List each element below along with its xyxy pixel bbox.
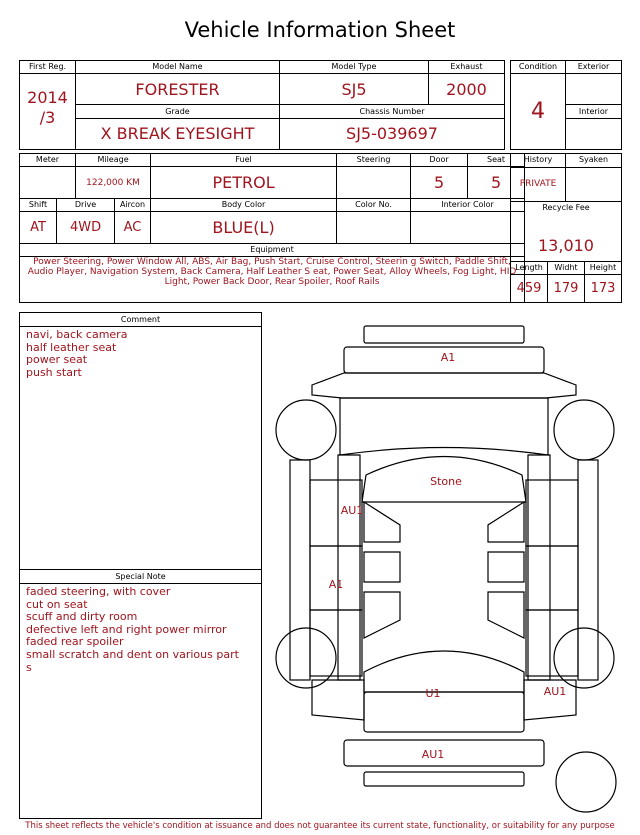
- left-rocker: [290, 460, 310, 680]
- model-type-value: SJ5: [280, 74, 429, 105]
- right-front-wheel: [554, 400, 614, 460]
- fuel-label: Fuel: [151, 154, 337, 167]
- left-a-pillar: [338, 455, 360, 680]
- interior-label: Interior: [566, 105, 622, 118]
- meter-value: [20, 167, 76, 199]
- rear-hatch: [364, 692, 524, 732]
- special-note-text: faded steering, with cover cut on seat scuff and dirty room defective left and right power mirror faded rear spoiler small scratch and dent on various part s: [26, 585, 239, 674]
- interior-color-label: Interior Color: [411, 199, 525, 212]
- right-front-door-panel: [526, 480, 578, 546]
- right-rear-door-panel: [526, 546, 578, 610]
- condition-value: 4: [511, 74, 566, 150]
- recycle-value: 13,010: [511, 214, 622, 261]
- chassis-value: SJ5-039697: [280, 118, 505, 149]
- aircon-label: Aircon: [115, 199, 151, 212]
- equipment-value: Power Steering, Power Window All, ABS, Air Bag, Push Start, Cruise Control, Steerin g Switch, Paddle Shift, Audio Player, Navigation System, Back Camera, Half Leather S eat, Power Seat, Alloy Wheels, Fog Light, HID Light, Power Back Door, Rear Spoiler, Roof Rails: [20, 257, 525, 303]
- mark-left-rear-door: A1: [328, 578, 344, 591]
- steering-label: Steering: [337, 154, 411, 167]
- left-front-window: [364, 502, 400, 542]
- body-color-label: Body Color: [151, 199, 337, 212]
- mark-rear-bumper: AU1: [421, 748, 445, 761]
- condition-label: Condition: [511, 61, 566, 74]
- chassis-label: Chassis Number: [280, 105, 505, 118]
- roof-panel: [400, 525, 488, 620]
- rear-glass: [364, 651, 524, 692]
- steering-value: [337, 167, 411, 199]
- grade-label: Grade: [76, 105, 280, 118]
- mark-roof: A1: [440, 351, 456, 364]
- exterior-value: [566, 74, 622, 105]
- exterior-label: Exterior: [566, 61, 622, 74]
- rear-bumper-lower: [364, 772, 524, 786]
- seat-value: 5: [468, 167, 525, 199]
- front-bumper: [364, 326, 524, 343]
- model-name-label: Model Name: [76, 61, 280, 74]
- left-front-wheel: [276, 400, 336, 460]
- car-damage-diagram: [268, 320, 620, 815]
- detail-table: [19, 153, 525, 303]
- spare-tire: [556, 752, 616, 812]
- recycle-label: Recycle Fee: [511, 201, 622, 214]
- left-rear-fender-panel: [310, 610, 362, 676]
- history-label: History: [511, 154, 566, 168]
- condition-table: [510, 60, 622, 150]
- history-value: PRIVATE: [511, 167, 566, 201]
- shift-label: Shift: [20, 199, 57, 212]
- left-rear-quarter: [312, 680, 364, 720]
- comment-label: Comment: [20, 313, 261, 327]
- right-a-pillar: [528, 455, 550, 680]
- model-name-value: FORESTER: [76, 74, 280, 105]
- model-type-label: Model Type: [280, 61, 429, 74]
- side-detail-table: [510, 153, 622, 303]
- right-quarter-window: [488, 592, 524, 638]
- seat-label: Seat: [468, 154, 525, 167]
- exhaust-value: 2000: [429, 74, 505, 105]
- fuel-value: PETROL: [151, 167, 337, 199]
- door-label: Door: [411, 154, 468, 167]
- drive-label: Drive: [57, 199, 115, 212]
- left-quarter-window: [364, 592, 400, 638]
- shift-value: AT: [20, 212, 57, 244]
- right-rocker: [578, 460, 598, 680]
- door-value: 5: [411, 167, 468, 199]
- width-value: 179: [548, 275, 585, 303]
- length-value: 459: [511, 275, 548, 303]
- grade-value: X BREAK EYESIGHT: [76, 118, 280, 149]
- body-color-value: BLUE(L): [151, 212, 337, 244]
- disclaimer-footer: This sheet reflects the vehicle's condition at issuance and does not guarantee its current state, functionality, or suitability for any purpose: [25, 821, 615, 831]
- left-rear-window: [364, 552, 400, 582]
- right-rear-fender-panel: [526, 610, 578, 676]
- right-rear-window: [488, 552, 524, 582]
- first-reg-year: 2014: [27, 88, 68, 108]
- syaken-label: Syaken: [566, 154, 622, 168]
- first-reg-value: [20, 74, 76, 150]
- color-no-label: Color No.: [337, 199, 411, 212]
- interior-value: [566, 118, 622, 149]
- syaken-value: [566, 167, 622, 201]
- length-label: Length: [511, 261, 548, 275]
- aircon-value: AC: [115, 212, 151, 244]
- exhaust-label: Exhaust: [429, 61, 505, 74]
- special-note-label: Special Note: [20, 569, 261, 584]
- mark-right-rear-fender: AU1: [543, 685, 567, 698]
- interior-color-value: [411, 212, 525, 244]
- first-reg-label: First Reg.: [20, 61, 76, 74]
- height-label: Height: [585, 261, 622, 275]
- mileage-label: Mileage: [76, 154, 151, 167]
- comment-text: navi, back camera half leather seat power seat push start: [26, 328, 128, 379]
- width-label: Widht: [548, 261, 585, 275]
- equipment-label: Equipment: [20, 244, 525, 257]
- left-rear-wheel: [276, 628, 336, 688]
- mark-windshield: Stone: [430, 475, 462, 488]
- right-rear-wheel: [554, 628, 614, 688]
- notes-panel: [19, 312, 262, 819]
- color-no-value: [337, 212, 411, 244]
- meter-label: Meter: [20, 154, 76, 167]
- top-info-table: [19, 60, 505, 150]
- front-fender-line: [312, 373, 576, 398]
- mileage-value: 122,000 KM: [76, 167, 151, 199]
- first-reg-month: /3: [39, 108, 56, 128]
- hood-panel: [340, 398, 548, 455]
- height-value: 173: [585, 275, 622, 303]
- mark-left-front-door: AU1: [340, 504, 364, 517]
- mark-rear-glass: U1: [425, 687, 441, 700]
- right-front-window: [488, 502, 524, 542]
- sheet-title: Vehicle Information Sheet: [184, 18, 456, 42]
- drive-value: 4WD: [57, 212, 115, 244]
